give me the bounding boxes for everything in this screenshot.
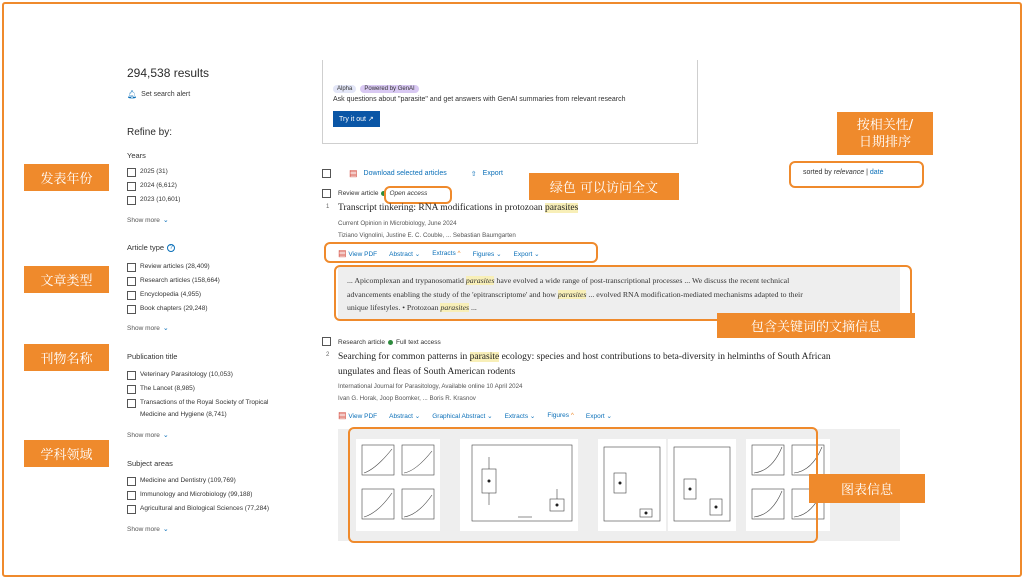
- filter-label: The Lancet (8,985): [140, 385, 195, 392]
- view-pdf-label: View PDF: [348, 413, 378, 420]
- checkbox[interactable]: [127, 399, 136, 408]
- try-it-out-button[interactable]: [333, 111, 380, 127]
- checkbox[interactable]: [127, 477, 136, 486]
- abstract-label: Abstract: [389, 412, 413, 420]
- callout-subject: 学科领域: [24, 440, 109, 467]
- export-link[interactable]: Export: [482, 170, 503, 177]
- years-filter-list: [127, 168, 180, 205]
- filter-label: Encyclopedia (4,955): [140, 291, 202, 298]
- filter-label: Agricultural and Biological Sciences (77,284): [140, 505, 269, 512]
- title-text: Searching for common patterns in: [338, 352, 470, 362]
- snippet-keyword: parasites: [440, 303, 470, 312]
- title-text: ecology: species and host contributions to beta-diversity in helminths of South African: [499, 352, 831, 362]
- abstract-toggle[interactable]: [389, 250, 420, 258]
- abstract-label: Abstract: [389, 250, 413, 258]
- download-selected-link[interactable]: Download selected articles: [363, 170, 447, 177]
- chevron-down-icon: ⌄: [487, 412, 493, 420]
- chevron-down-icon: ⌄: [162, 325, 169, 332]
- callout-sort-line2: 日期排序: [858, 134, 911, 150]
- result-1-authors: Tiziano Vignolini, Justine E. C. Couble, ... Sebastian Baumgarten: [338, 232, 516, 239]
- export-upload-icon: ⇧: [470, 170, 477, 178]
- export-toggle[interactable]: [586, 412, 612, 420]
- export-toggle[interactable]: [514, 250, 540, 258]
- sort-prefix: sorted by: [803, 169, 832, 176]
- pdf-icon: ▤: [338, 248, 347, 258]
- callout-journal: 刊物名称: [24, 344, 109, 371]
- figures-toggle[interactable]: [473, 250, 502, 258]
- bell-icon: 🔔︎: [127, 90, 138, 99]
- filter-option[interactable]: [127, 491, 269, 500]
- snippet-text: advancements enabling the study of the 'epitranscriptome' and how: [347, 289, 558, 299]
- select-all-checkbox[interactable]: [322, 169, 331, 178]
- abstract-toggle[interactable]: [389, 412, 420, 420]
- extracts-label: Extracts: [504, 412, 529, 420]
- filter-option[interactable]: [127, 263, 220, 272]
- extract-snippet: [347, 274, 897, 315]
- chevron-up-icon: ^: [570, 412, 574, 419]
- title-text: Transcript tinkering: RNA modifications in protozoan: [338, 203, 546, 213]
- article-type-show-more[interactable]: [127, 324, 169, 332]
- export-label: Export: [585, 412, 605, 420]
- callout-figure-info: 图表信息: [809, 474, 925, 503]
- filter-option[interactable]: [127, 196, 180, 205]
- chevron-down-icon: ⌄: [414, 250, 421, 258]
- sort-separator: |: [866, 169, 868, 176]
- show-more-label: Show more: [127, 216, 160, 224]
- view-pdf-label: View PDF: [348, 251, 378, 258]
- result-1-actions: [338, 248, 540, 259]
- filter-label: Medicine and Dentistry (109,769): [140, 477, 236, 484]
- filter-label: Book chapters (29,248): [140, 305, 208, 312]
- sort-control: [803, 169, 883, 176]
- chevron-down-icon: ⌄: [414, 412, 421, 420]
- callout-abstract-info: 包含关键词的文摘信息: [717, 313, 915, 338]
- title-line: ungulates and fleas of South American rodents: [338, 367, 516, 377]
- chevron-down-icon: ⌄: [496, 250, 502, 258]
- result-checkbox[interactable]: [322, 337, 331, 346]
- snippet-text: have evolved a wide range of post-transcriptional processes ... We discuss the recent technical: [494, 276, 790, 285]
- years-filter-title: Years: [127, 151, 146, 160]
- export-label: Export: [513, 250, 533, 258]
- extracts-toggle[interactable]: [432, 250, 460, 257]
- access-label: Full text access: [395, 339, 441, 346]
- checkbox[interactable]: [127, 196, 136, 205]
- filter-option[interactable]: [127, 182, 180, 191]
- title-keyword: parasites: [545, 203, 579, 213]
- filter-label: Immunology and Microbiology (99,188): [140, 491, 253, 498]
- checkbox[interactable]: [127, 505, 136, 514]
- sort-relevance[interactable]: relevance: [833, 169, 865, 176]
- refine-by-heading: Refine by:: [127, 127, 173, 138]
- filter-label-line: Transactions of the Royal Society of Tropical: [140, 399, 269, 406]
- set-alert-label: Set search alert: [141, 91, 191, 98]
- show-more-label: Show more: [127, 431, 160, 439]
- checkbox[interactable]: [127, 491, 136, 500]
- view-pdf-button[interactable]: [338, 248, 377, 259]
- try-it-out-label: Try it out: [339, 116, 366, 123]
- genai-pills: [333, 77, 423, 95]
- callout-year: 发表年份: [24, 164, 109, 191]
- external-arrow-icon: ↗: [367, 116, 374, 123]
- chevron-down-icon: ⌄: [534, 250, 540, 258]
- filter-label: [140, 399, 268, 419]
- result-1-title-link[interactable]: [338, 203, 578, 213]
- checkbox[interactable]: [127, 168, 136, 177]
- subject-filter-list: [127, 477, 269, 514]
- filter-option[interactable]: [127, 277, 220, 286]
- full-text-dot-icon: [388, 340, 393, 345]
- sort-date-link[interactable]: date: [869, 169, 884, 176]
- filter-option[interactable]: [127, 399, 302, 419]
- article-type-filter-list: [127, 263, 220, 314]
- graphical-abstract-label: Graphical Abstract: [432, 412, 486, 420]
- help-icon[interactable]: ?: [167, 244, 175, 252]
- result-1-checkbox-wrap: [322, 189, 331, 198]
- filter-label: 2024 (6,612): [140, 182, 177, 189]
- filter-option[interactable]: [127, 168, 180, 177]
- show-more-label: Show more: [127, 324, 160, 332]
- article-type-filter-title: [127, 243, 175, 252]
- subject-filter-title: Subject areas: [127, 459, 173, 468]
- checkbox[interactable]: [127, 291, 136, 300]
- filter-label: Research articles (158,664): [140, 277, 220, 284]
- view-pdf-button[interactable]: [338, 410, 377, 421]
- checkbox[interactable]: [127, 371, 136, 380]
- result-2-type: [338, 339, 441, 346]
- figures-label: Figures: [472, 250, 495, 258]
- publication-filter-title: Publication title: [127, 352, 178, 361]
- title-line: [338, 350, 831, 365]
- checkbox[interactable]: [127, 263, 136, 272]
- result-2-authors: Ivan G. Horak, Joop Boomker, ... Boris R. Krasnov: [338, 395, 476, 402]
- article-type-title-label: Article type: [127, 243, 165, 252]
- snippet-keyword: parasites: [465, 276, 495, 285]
- snippet-text: ... Apicomplexan and trypanosomatid: [347, 276, 466, 285]
- result-2-checkbox-wrap: [322, 337, 331, 346]
- callout-sort-line1: 按相关性/: [856, 117, 914, 133]
- filter-option[interactable]: [127, 305, 220, 314]
- genai-description: Ask questions about "parasite" and get answers with GenAI summaries from relevant research: [333, 96, 626, 103]
- result-2-title-link[interactable]: [338, 350, 831, 380]
- chevron-down-icon: ⌄: [162, 217, 169, 224]
- callout-open-access: 绿色 可以访问全文: [529, 173, 679, 200]
- extracts-toggle[interactable]: [505, 412, 536, 420]
- publication-filter-list: [127, 371, 302, 419]
- snippet-text: unique lifestyles. • Protozoan: [347, 303, 441, 312]
- powered-by-genai-badge: Powered by GenAI: [360, 85, 418, 93]
- result-2-actions: [338, 410, 612, 421]
- filter-label: Veterinary Parasitology (10,053): [140, 371, 233, 378]
- filter-option[interactable]: [127, 385, 302, 394]
- filter-label: Review articles (28,409): [140, 263, 210, 270]
- show-more-label: Show more: [127, 525, 160, 533]
- callout-article-type: 文章类型: [24, 266, 109, 293]
- figures-highlight-box: [348, 427, 818, 543]
- results-toolbar: [322, 168, 503, 179]
- snippet-text: ... evolved RNA modification-mediated mechanisms adapted to their: [586, 289, 803, 299]
- figures-label: Figures: [547, 412, 570, 419]
- checkbox[interactable]: [127, 305, 136, 314]
- filter-label: 2025 (31): [140, 168, 168, 175]
- access-label: Open access: [389, 190, 428, 197]
- genai-panel: [322, 60, 698, 144]
- subject-show-more[interactable]: [127, 525, 169, 533]
- pdf-icon: ▤: [338, 410, 347, 420]
- checkbox[interactable]: [127, 385, 136, 394]
- result-1-journal: Current Opinion in Microbiology, June 2024: [338, 220, 457, 227]
- snippet-text: ...: [469, 303, 477, 312]
- callout-sort: [837, 112, 933, 155]
- pdf-icon: ▤: [349, 168, 358, 178]
- article-type-label: Review article: [338, 190, 379, 197]
- snippet-keyword: parasites: [557, 289, 587, 299]
- set-search-alert-link[interactable]: [127, 90, 190, 99]
- graphical-abstract-toggle[interactable]: [432, 412, 492, 420]
- result-number: 1: [326, 204, 330, 210]
- snippet-line: [347, 274, 897, 288]
- filter-option[interactable]: [127, 477, 269, 486]
- alpha-badge: Alpha: [333, 85, 356, 93]
- results-count: 294,538 results: [127, 66, 210, 80]
- article-type-label: Research article: [338, 339, 385, 346]
- chevron-down-icon: ⌄: [606, 412, 612, 420]
- filter-option[interactable]: [127, 291, 220, 300]
- chevron-down-icon: ⌄: [162, 526, 169, 533]
- extracts-label: Extracts: [432, 250, 456, 257]
- snippet-line: [347, 288, 897, 302]
- chevron-up-icon: ^: [457, 250, 461, 257]
- title-keyword: parasite: [469, 352, 500, 362]
- years-show-more[interactable]: [127, 216, 169, 224]
- chevron-down-icon: ⌄: [529, 412, 536, 420]
- result-2-journal: International Journal for Parasitology, Available online 10 April 2024: [338, 383, 523, 390]
- filter-option[interactable]: [127, 371, 302, 380]
- filter-label: 2023 (10,601): [140, 196, 181, 203]
- checkbox[interactable]: [127, 182, 136, 191]
- filter-option[interactable]: [127, 505, 269, 514]
- chevron-down-icon: ⌄: [162, 432, 169, 439]
- result-number: 2: [326, 352, 330, 358]
- open-access-highlight-box: [384, 186, 452, 204]
- filter-label-line: Medicine and Hygiene (8,741): [140, 411, 227, 418]
- publication-show-more[interactable]: [127, 431, 169, 439]
- figures-toggle[interactable]: [547, 412, 574, 419]
- result-checkbox[interactable]: [322, 189, 331, 198]
- checkbox[interactable]: [127, 277, 136, 286]
